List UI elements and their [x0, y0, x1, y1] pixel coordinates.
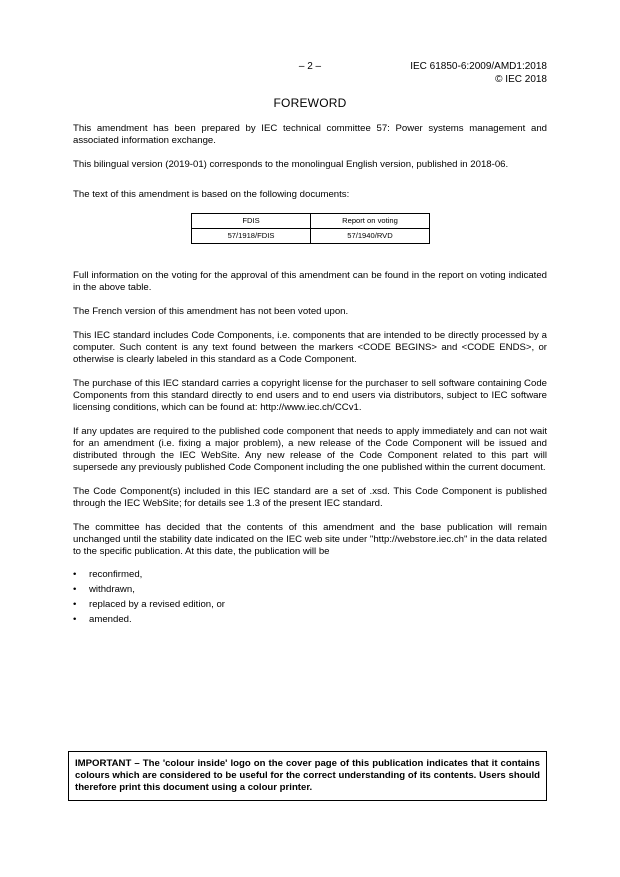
- table-header-report: Report on voting: [311, 214, 430, 229]
- copyright-line: © IEC 2018: [495, 73, 547, 85]
- paragraph-stability: The committee has decided that the contents of this amendment and the base publication will remain unchanged until the stability date indicated on the IEC web site under "http://webstore.iec.ch" in the data related to the specific publication. At this date, the publication will be: [73, 522, 547, 557]
- foreword-body: [73, 123, 547, 627]
- paragraph-xsd: The Code Component(s) included in this IEC standard are a set of .xsd. This Code Component is published through the IEC WebSite; for details see 1.3 of the present IEC standard.: [73, 486, 547, 509]
- page-title: FOREWORD: [273, 96, 347, 110]
- page-number: – 2 –: [298, 61, 322, 72]
- paragraph-copyright-license: The purchase of this IEC standard carries a copyright license for the purchaser to sell software containing Code Components from this standard directly to end users and to end users via distributors, subject to IEC software licensing conditions, which can be found at: http://www.iec.ch/CCv1.: [73, 378, 547, 413]
- table-cell-rvd: 57/1940/RVD: [311, 229, 430, 244]
- paragraph-code-components: This IEC standard includes Code Components, i.e. components that are intended to be directly processed by a computer. Such content is any text found between the markers <CODE BEGINS> and <CODE ENDS>, or otherwise is clearly labeled in this standard as a Code Component.: [73, 330, 547, 365]
- table-header-row: [192, 214, 430, 229]
- publication-options-list: [73, 567, 547, 627]
- bullet-icon: •: [73, 614, 77, 625]
- table-cell-fdis: 57/1918/FDIS: [192, 229, 311, 244]
- standard-reference: [410, 61, 547, 86]
- list-item: • amended.: [73, 614, 132, 625]
- paragraph-documents: The text of this amendment is based on the following documents:: [73, 189, 350, 200]
- bullet-icon: •: [73, 569, 77, 580]
- voting-documents-table: [191, 213, 430, 244]
- list-item: • replaced by a revised edition, or: [73, 599, 225, 610]
- paragraph-bilingual: This bilingual version (2019-01) corresponds to the monolingual English version, published in 2018-06.: [73, 159, 509, 170]
- table-row: [192, 229, 430, 244]
- bullet-icon: •: [73, 599, 77, 610]
- bullet-icon: •: [73, 584, 77, 595]
- important-notice-box: IMPORTANT – The 'colour inside' logo on the cover page of this publication indicates that it contains colours which are considered to be useful for the correct understanding of its contents. Users should therefore print this document using a colour printer.: [68, 751, 547, 801]
- table-header-fdis: FDIS: [192, 214, 311, 229]
- list-item: • reconfirmed,: [73, 569, 143, 580]
- reference-code: IEC 61850-6:2009/AMD1:2018: [410, 61, 547, 72]
- paragraph-voting-info: Full information on the voting for the approval of this amendment can be found in the report on voting indicated in the above table.: [73, 270, 547, 293]
- paragraph-updates: If any updates are required to the published code component that needs to apply immediately and can not wait for an amendment (i.e. fixing a major problem), a new release of the Code Component will be issued and distributed through the IEC WebSite. Any new release of the Code Component related to this part will supersede any previously published Code Component including the one published within the current document.: [73, 426, 547, 473]
- list-item: • withdrawn,: [73, 584, 135, 595]
- paragraph-committee: This amendment has been prepared by IEC technical committee 57: Power systems management and associated information exchange.: [73, 123, 547, 146]
- paragraph-french-version: The French version of this amendment has not been voted upon.: [73, 306, 349, 317]
